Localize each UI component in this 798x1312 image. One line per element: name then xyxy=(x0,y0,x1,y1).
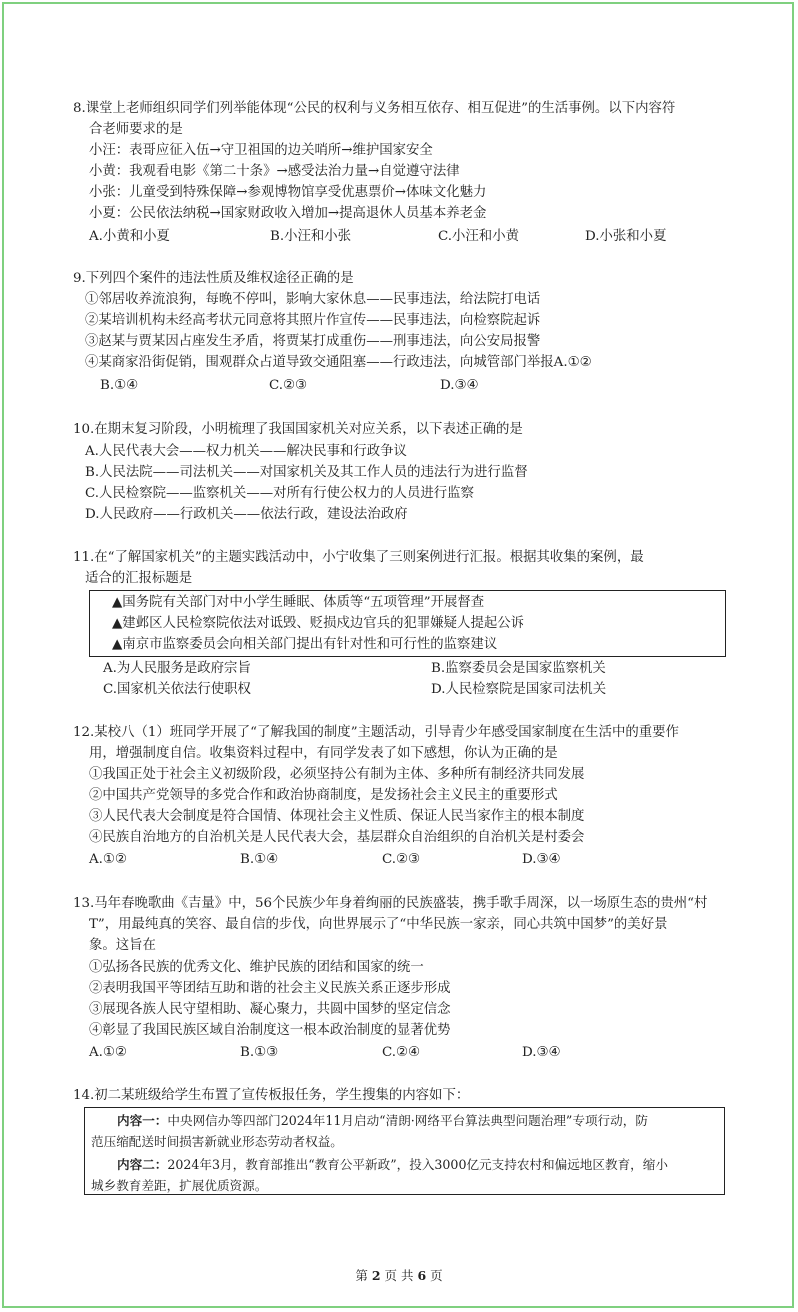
q8-item-4: 小夏：公民依法纳税→国家财政收入增加→提高退休人员基本养老金 xyxy=(89,206,487,221)
q11-case-1: ▲国务院有关部门对中小学生睡眠、体质等“五项管理”开展督查 xyxy=(112,595,485,610)
q12-item-1: ①我国正处于社会主义初级阶段，必须坚持公有制为主体、多种所有制经济共同发展 xyxy=(89,767,585,782)
q13-item-4: ④彰显了我国民族区域自治制度这一根本政治制度的显著优势 xyxy=(89,1023,451,1038)
q12-option-a: A.①② xyxy=(89,852,127,867)
footer-prefix: 第 xyxy=(355,1268,368,1283)
footer-suffix: 页 xyxy=(430,1268,443,1283)
q9-item-1: ①邻居收养流浪狗，每晚不停叫，影响大家休息——民事违法，给法院打电话 xyxy=(85,292,541,307)
q10-stem: 10.在期末复习阶段，小明梳理了我国国家机关对应关系，以下表述正确的是 xyxy=(73,422,523,437)
q13-item-1: ①弘扬各民族的优秀文化、维护民族的团结和国家的统一 xyxy=(89,960,424,975)
q11-option-d: D.人民检察院是国家司法机关 xyxy=(431,682,607,697)
q11-option-a: A.为人民服务是政府宗旨 xyxy=(103,661,251,676)
q12-option-b: B.①④ xyxy=(240,852,279,867)
q12-stem-line1: 12.某校八（1）班同学开展了“了解我国的制度”主题活动，引导青少年感受国家制度在生活中的重要作 xyxy=(73,725,679,740)
q11-option-b: B.监察委员会是国家监察机关 xyxy=(431,661,606,676)
q14-content-1-line1 xyxy=(117,1111,648,1131)
q13-option-c: C.②④ xyxy=(382,1045,421,1060)
q8-option-d: D.小张和小夏 xyxy=(585,229,667,244)
q12-item-2: ②中国共产党领导的多党合作和政治协商制度，是发扬社会主义民主的重要形式 xyxy=(89,788,558,803)
q8-item-1: 小汪：表哥应征入伍→守卫祖国的边关哨所→维护国家安全 xyxy=(89,143,433,158)
q12-stem-line2: 用，增强制度自信。收集资料过程中，有同学发表了如下感想，你认为正确的是 xyxy=(89,746,558,761)
q14-stem: 14.初二某班级给学生布置了宣传板报任务，学生搜集的内容如下： xyxy=(73,1088,470,1103)
q9-item-2: ②某培训机构未经高考状元同意将其照片作宣传——民事违法，向检察院起诉 xyxy=(85,313,541,328)
q9-option-b: B.①④ xyxy=(100,378,139,393)
q14-content-2-text-a: 2024年3月，教育部推出“教育公平新政”，投入3000亿元支持农村和偏远地区教育，缩小 xyxy=(167,1157,668,1172)
q13-option-b: B.①③ xyxy=(240,1045,279,1060)
q13-item-3: ③展现各族人民守望相助、凝心聚力，共圆中国梦的坚定信念 xyxy=(89,1002,451,1017)
q13-stem-line1: 13.马年春晚歌曲《吉量》中，56个民族少年身着绚丽的民族盛装，携手歌手周深，以一场原生态的贵州“村 xyxy=(73,896,708,911)
q13-option-d: D.③④ xyxy=(522,1045,561,1060)
q8-item-3: 小张：儿童受到特殊保障→参观博物馆享受优惠票价→体味文化魅力 xyxy=(89,185,487,200)
q8-stem-line1: 8.课堂上老师组织同学们列举能体现“公民的权利与义务相互依存、相互促进”的生活事例。以下内容符 xyxy=(73,101,676,116)
q13-item-2: ②表明我国平等团结互助和谐的社会主义民族关系正逐步形成 xyxy=(89,981,451,996)
q14-content-2-line1 xyxy=(117,1155,668,1175)
q10-option-c: C.人民检察院——监察机关——对所有行使公权力的人员进行监察 xyxy=(85,486,474,501)
q9-option-c: C.②③ xyxy=(269,378,308,393)
q9-item-3: ③赵某与贾某因占座发生矛盾，将贾某打成重伤——刑事违法，向公安局报警 xyxy=(85,334,541,349)
footer-middle: 页 共 xyxy=(384,1268,414,1283)
q11-case-2: ▲建邺区人民检察院依法对诋毁、贬损戍边官兵的犯罪嫌疑人提起公诉 xyxy=(112,616,525,631)
q11-stem-line2: 适合的汇报标题是 xyxy=(85,571,193,586)
q12-item-4: ④民族自治地方的自治机关是人民代表大会，基层群众自治组织的自治机关是村委会 xyxy=(89,830,585,845)
q8-option-c: C.小汪和小黄 xyxy=(438,229,519,244)
q12-item-3: ③人民代表大会制度是符合国情、体现社会主义性质、保证人民当家作主的根本制度 xyxy=(89,809,585,824)
footer-page-number: 2 xyxy=(371,1268,381,1283)
q9-stem: 9.下列四个案件的违法性质及维权途径正确的是 xyxy=(73,271,354,286)
q8-item-2: 小黄：我观看电影《第二十条》→感受法治力量→自觉遵守法律 xyxy=(89,164,460,179)
q12-option-c: C.②③ xyxy=(382,852,421,867)
q14-content-2-label: 内容二： xyxy=(117,1157,168,1172)
q14-content-2-text-b: 城乡教育差距，扩展优质资源。 xyxy=(91,1178,268,1193)
q14-content-1-label: 内容一： xyxy=(117,1113,168,1128)
q12-option-d: D.③④ xyxy=(522,852,561,867)
q9-item-4: ④某商家沿街促销，围观群众占道导致交通阻塞——行政违法，向城管部门举报A.①② xyxy=(85,355,592,370)
q11-case-3: ▲南京市监察委员会向相关部门提出有针对性和可行性的监察建议 xyxy=(112,637,498,652)
page-footer xyxy=(0,1266,798,1284)
q8-option-b: B.小汪和小张 xyxy=(270,229,352,244)
q14-content-1-text-a: 中央网信办等四部门2024年11月启动“清朗·网络平台算法典型问题治理”专项行动，防 xyxy=(167,1113,648,1128)
q8-stem-line2: 合老师要求的是 xyxy=(89,122,183,137)
q8-option-a: A.小黄和小夏 xyxy=(89,229,170,244)
q9-option-d: D.③④ xyxy=(440,378,479,393)
q14-content-1-text-b: 范压缩配送时间损害新就业形态劳动者权益。 xyxy=(91,1134,343,1149)
q10-option-a: A.人民代表大会——权力机关——解决民事和行政争议 xyxy=(85,444,407,459)
footer-total-pages: 6 xyxy=(417,1268,427,1283)
q10-option-d: D.人民政府——行政机关——依法行政，建设法治政府 xyxy=(85,507,408,522)
q13-stem-line2: T”，用最纯真的笑容、最自信的步伐，向世界展示了“中华民族一家亲，同心共筑中国梦”的美好景 xyxy=(89,917,668,932)
q13-stem-line3: 象。这旨在 xyxy=(89,938,156,953)
q13-option-a: A.①② xyxy=(89,1045,127,1060)
q10-option-b: B.人民法院——司法机关——对国家机关及其工作人员的违法行为进行监督 xyxy=(85,465,528,480)
q11-stem-line1: 11.在“了解国家机关”的主题实践活动中，小宁收集了三则案例进行汇报。根据其收集的案例，最 xyxy=(73,550,644,565)
q11-option-c: C.国家机关依法行使职权 xyxy=(103,682,251,697)
